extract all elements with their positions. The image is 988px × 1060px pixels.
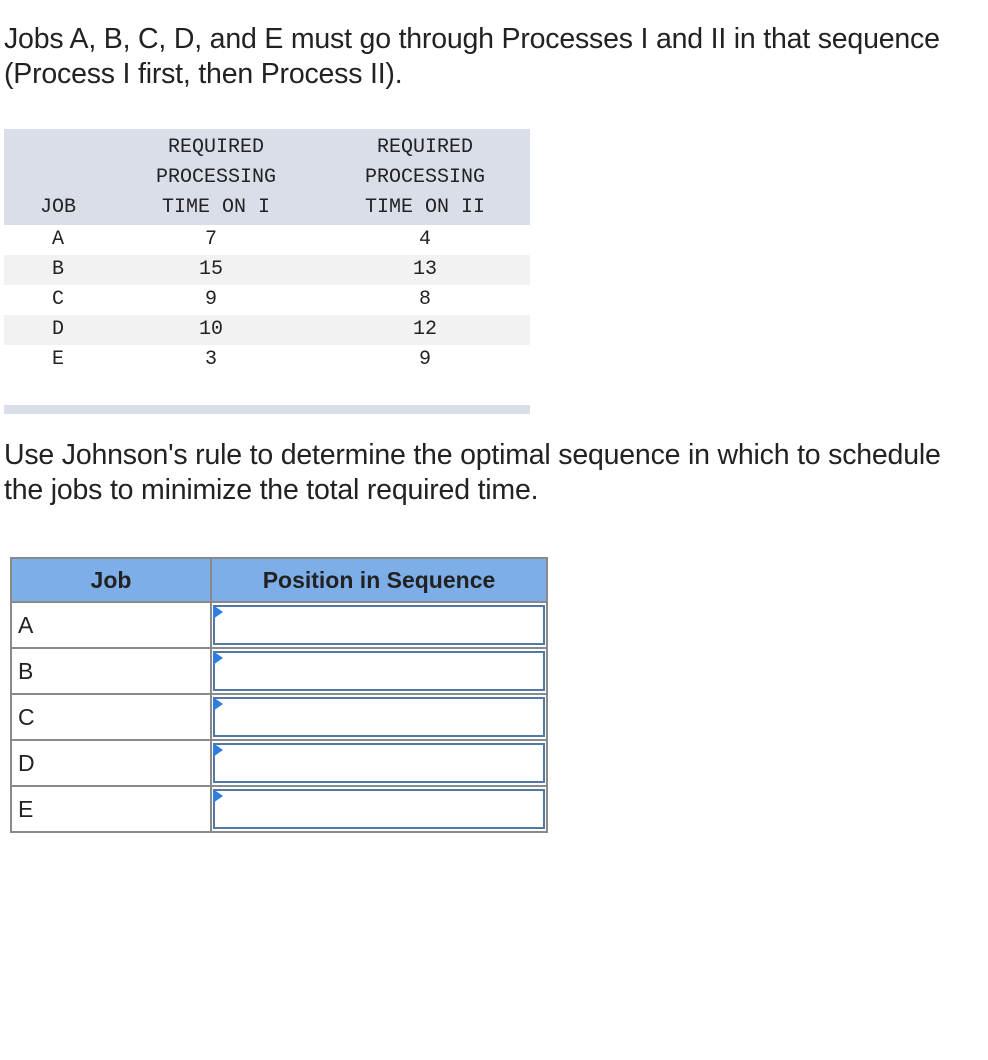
table-row bbox=[4, 315, 530, 345]
header-time-on-i-line2: PROCESSING bbox=[155, 166, 277, 189]
job-cell: B bbox=[4, 255, 112, 285]
answer-table bbox=[10, 557, 548, 833]
job-cell: C bbox=[51, 288, 64, 311]
answer-input-cell bbox=[211, 786, 547, 832]
answer-job-label: C bbox=[11, 694, 211, 740]
answer-row bbox=[11, 786, 547, 832]
position-input-a[interactable] bbox=[213, 605, 545, 645]
time-on-ii-cell: 9 bbox=[418, 348, 431, 371]
position-input-b[interactable] bbox=[213, 651, 545, 691]
header-time-on-i-line1: REQUIRED bbox=[167, 136, 264, 159]
time-on-ii-cell: 8 bbox=[418, 288, 431, 311]
header-time-on-ii-line1: REQUIRED bbox=[376, 136, 473, 159]
job-cell: E bbox=[51, 348, 64, 371]
position-input-d[interactable] bbox=[213, 743, 545, 783]
header-time-on-i bbox=[112, 129, 320, 225]
position-input-e[interactable] bbox=[213, 789, 545, 829]
table-row bbox=[4, 225, 530, 255]
header-job bbox=[4, 129, 112, 225]
answer-job-label: A bbox=[11, 602, 211, 648]
answer-job-label: E bbox=[11, 786, 211, 832]
header-time-on-ii bbox=[320, 129, 530, 225]
instruction-text: Use Johnson's rule to determine the optimal sequence in which to schedule the jobs to minimize the total required time. bbox=[4, 439, 941, 506]
header-time-on-i-line3: TIME ON I bbox=[161, 196, 271, 219]
header-job-label: JOB bbox=[39, 196, 76, 219]
time-on-i-cell: 10 bbox=[112, 315, 320, 345]
job-cell: A bbox=[51, 228, 64, 251]
answer-input-cell bbox=[211, 602, 547, 648]
time-on-ii-cell: 12 bbox=[320, 315, 530, 345]
answer-row bbox=[11, 648, 547, 694]
header-time-on-ii-line2: PROCESSING bbox=[364, 166, 486, 189]
time-on-i-cell: 9 bbox=[204, 288, 217, 311]
processing-times-header-row bbox=[4, 129, 530, 225]
answer-row bbox=[11, 740, 547, 786]
answer-job-label: D bbox=[11, 740, 211, 786]
answer-row bbox=[11, 694, 547, 740]
answer-input-cell bbox=[211, 740, 547, 786]
time-on-ii-cell: 13 bbox=[320, 255, 530, 285]
job-cell: D bbox=[4, 315, 112, 345]
table-footer-bar bbox=[4, 375, 530, 410]
position-input-c[interactable] bbox=[213, 697, 545, 737]
answer-row bbox=[11, 602, 547, 648]
answer-input-cell bbox=[211, 648, 547, 694]
time-on-ii-cell: 4 bbox=[418, 228, 431, 251]
answer-input-cell bbox=[211, 694, 547, 740]
answer-header-job: Job bbox=[11, 558, 211, 602]
problem-statement: Jobs A, B, C, D, and E must go through Processes I and II in that sequence (Process I first, then Process II). bbox=[4, 23, 940, 90]
time-on-i-cell: 3 bbox=[204, 348, 217, 371]
answer-job-label: B bbox=[11, 648, 211, 694]
header-time-on-ii-line3: TIME ON II bbox=[364, 196, 486, 219]
table-row bbox=[4, 255, 530, 285]
table-row bbox=[4, 285, 530, 315]
processing-times-table bbox=[4, 129, 530, 414]
answer-header-position: Position in Sequence bbox=[211, 558, 547, 602]
answer-header-row bbox=[11, 558, 547, 602]
time-on-i-cell: 7 bbox=[204, 228, 217, 251]
table-row bbox=[4, 345, 530, 375]
time-on-i-cell: 15 bbox=[112, 255, 320, 285]
table-footer-row bbox=[4, 375, 530, 410]
